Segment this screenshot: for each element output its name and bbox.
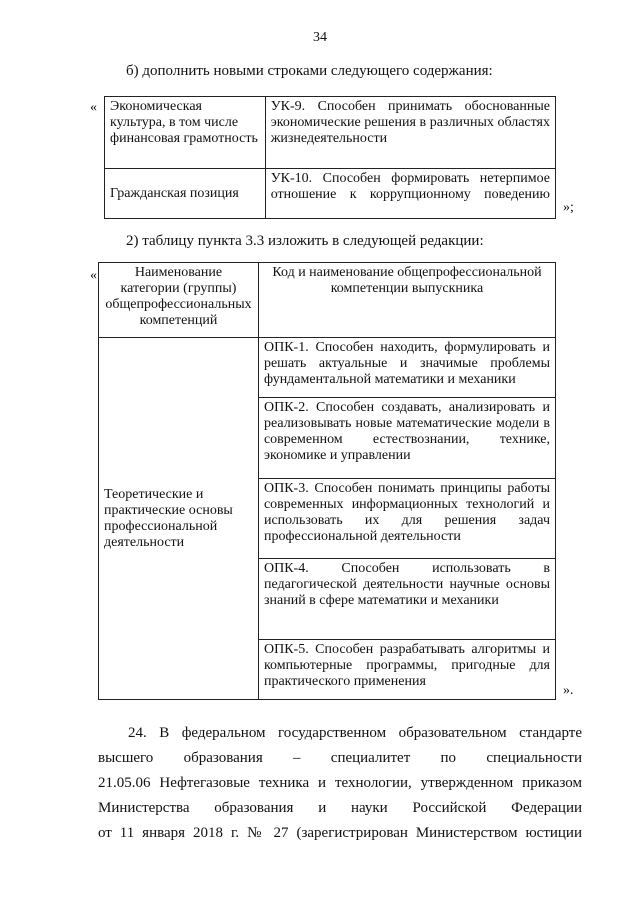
table2-competence-cell: ОПК-4. Способен использовать в педагогической деятельности научные основы знаний в сфере математики и механики bbox=[258, 559, 555, 640]
paragraph-line: 21.05.06 Нефтегазовые техника и технологии, утвержденном приказом bbox=[98, 775, 582, 791]
table2-row bbox=[99, 338, 556, 398]
paragraph-24 bbox=[98, 721, 582, 846]
paragraph-line: высшего образования – специалитет по специальности bbox=[98, 750, 582, 766]
table-universal-competences bbox=[104, 96, 556, 219]
page-number: 34 bbox=[313, 30, 327, 45]
table-general-professional-competences bbox=[98, 262, 556, 700]
table2-header-row bbox=[99, 263, 556, 338]
table1-close-quote: »; bbox=[563, 200, 574, 215]
table1-competence-cell: УК-9. Способен принимать обоснованные экономические решения в различных областях жизнедеятельности bbox=[265, 97, 555, 169]
item-2-intro: 2) таблицу пункта 3.3 изложить в следующей редакции: bbox=[126, 233, 484, 249]
table1-category-cell: Гражданская позиция bbox=[105, 169, 266, 219]
table2-close-quote: ». bbox=[563, 683, 574, 698]
table2-open-quote: « bbox=[90, 268, 97, 283]
paragraph-line: от 11 января 2018 г. № 27 (зарегистрирован Министерством юстиции bbox=[98, 825, 582, 841]
paragraph-line: Министерства образования и науки Российской Федерации bbox=[98, 800, 582, 816]
table1-row bbox=[105, 169, 556, 219]
table1-open-quote: « bbox=[90, 100, 97, 115]
item-b-intro: б) дополнить новыми строками следующего содержания: bbox=[126, 63, 493, 79]
table2-competence-cell: ОПК-3. Способен понимать принципы работы современных информационных технологий и использовать их для решения задач профессиональной деятельности bbox=[258, 479, 555, 559]
table1-category-cell: Экономическая культура, в том числе финансовая грамотность bbox=[105, 97, 266, 169]
table2-competence-cell: ОПК-5. Способен разрабатывать алгоритмы и компьютерные программы, пригодные для практического применения bbox=[258, 640, 555, 700]
table2-category-cell: Теоретические и практические основы профессиональной деятельности bbox=[99, 338, 259, 700]
table1-row bbox=[105, 97, 556, 169]
table2-header-category: Наименование категории (группы) общепрофессиональных компетенций bbox=[99, 263, 259, 338]
table2-header-competence: Код и наименование общепрофессиональной компетенции выпускника bbox=[258, 263, 555, 338]
table2-competence-cell: ОПК-2. Способен создавать, анализировать и реализовывать новые математические модели в современном естествознании, технике, экономике и управлении bbox=[258, 398, 555, 479]
paragraph-line: 24. В федеральном государственном образовательном стандарте bbox=[128, 725, 582, 741]
table1-competence-cell: УК-10. Способен формировать нетерпимое отношение к коррупционному поведению bbox=[265, 169, 555, 219]
table2-competence-cell: ОПК-1. Способен находить, формулировать и решать актуальные и значимые проблемы фундаментальной математики и механики bbox=[258, 338, 555, 398]
